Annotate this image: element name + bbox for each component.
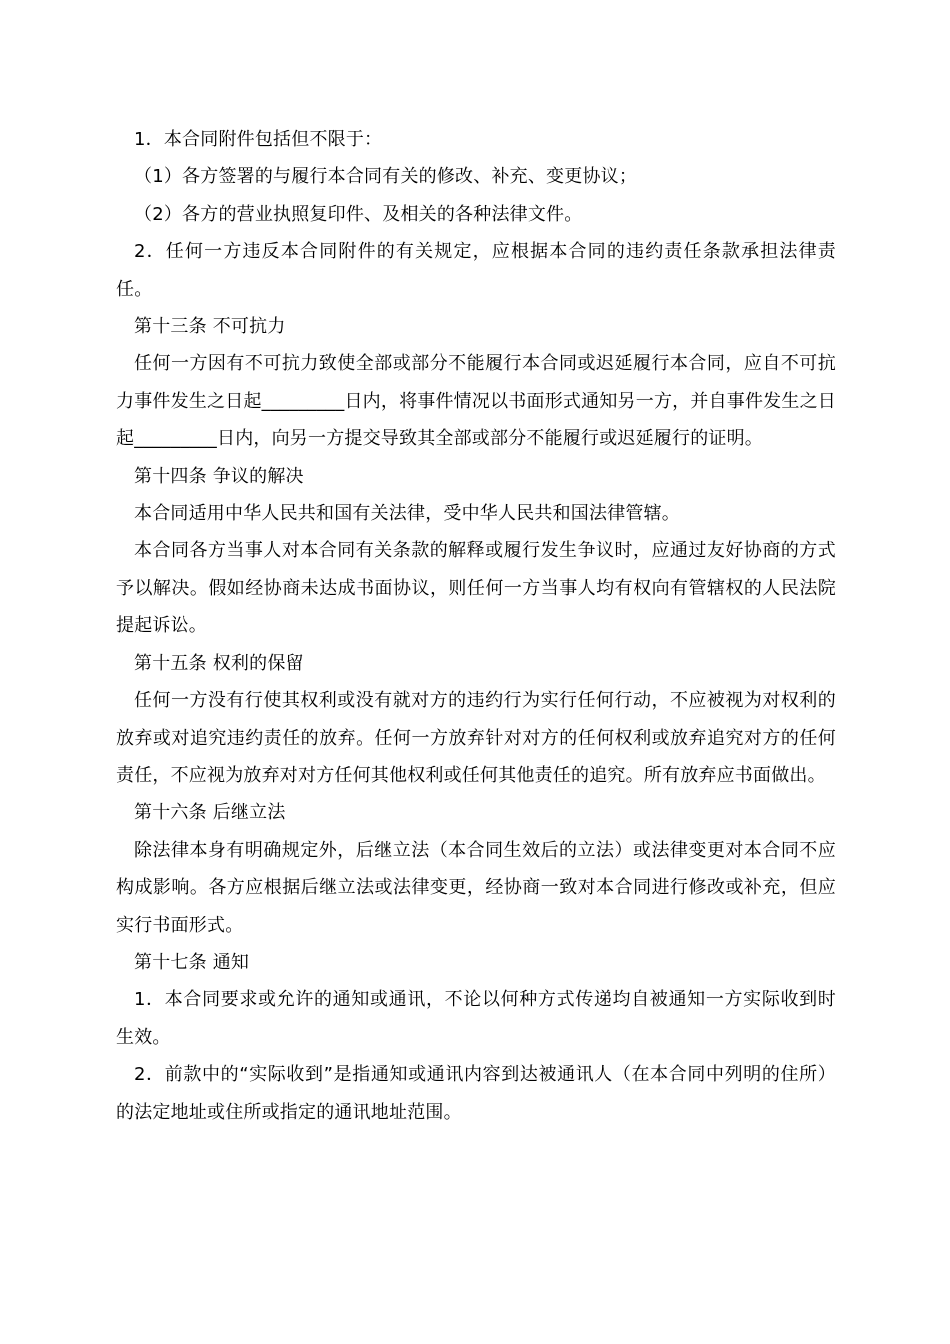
article-16-body: 除法律本身有明确规定外，后继立法（本合同生效后的立法）或法律变更对本合同不应构成影响。各方应根据后继立法或法律变更，经协商一致对本合同进行修改或补充，但应实行书面形式。 — [116, 839, 836, 936]
attachment-item-2: （2）各方的营业执照复印件、及相关的各种法律文件。 — [134, 203, 583, 225]
attachment-clause-2: 2．任何一方违反本合同附件的有关规定，应根据本合同的违约责任条款承担法律责任。 — [116, 241, 836, 300]
article-14-body-1: 本合同适用中华人民共和国有关法律，受中华人民共和国法律管辖。 — [134, 503, 680, 525]
document-body — [116, 121, 836, 1131]
article-13-heading: 第十三条 不可抗力 — [134, 316, 286, 338]
article-15-heading: 第十五条 权利的保留 — [134, 652, 304, 674]
article-17-heading: 第十七条 通知 — [134, 951, 250, 973]
article-13-body: 任何一方因有不可抗力致使全部或部分不能履行本合同或迟延履行本合同，应自不可抗力事件发生之日起_________日内，将事件情况以书面形式通知另一方，并自事件发生之日起_________日内，向另一方提交导致其全部或部分不能履行或迟延履行的证明。 — [116, 353, 836, 450]
article-17-clause-1: 1．本合同要求或允许的通知或通讯，不论以何种方式传递均自被通知一方实际收到时生效。 — [116, 989, 836, 1048]
article-15-body: 任何一方没有行使其权利或没有就对方的违约行为实行任何行动，不应被视为对权利的放弃或对追究违约责任的放弃。任何一方放弃针对对方的任何权利或放弃追究对方的任何责任，不应视为放弃对对方任何其他权利或任何其他责任的追究。所有放弃应书面做出。 — [116, 690, 836, 786]
article-16-heading: 第十六条 后继立法 — [134, 802, 286, 824]
article-14-heading: 第十四条 争议的解决 — [134, 465, 304, 487]
article-17-clause-2: 2．前款中的“实际收到”是指通知或通讯内容到达被通讯人（在本合同中列明的住所）的法定地址或住所或指定的通讯地址范围。 — [116, 1064, 836, 1123]
attachment-item-1: （1）各方签署的与履行本合同有关的修改、补充、变更协议； — [134, 166, 638, 188]
attachment-clause-1: 1．本合同附件包括但不限于： — [134, 129, 383, 150]
article-14-body-2: 本合同各方当事人对本合同有关条款的解释或履行发生争议时，应通过友好协商的方式予以解决。假如经协商未达成书面协议，则任何一方当事人均有权向有管辖权的人民法院提起诉讼。 — [116, 540, 836, 637]
